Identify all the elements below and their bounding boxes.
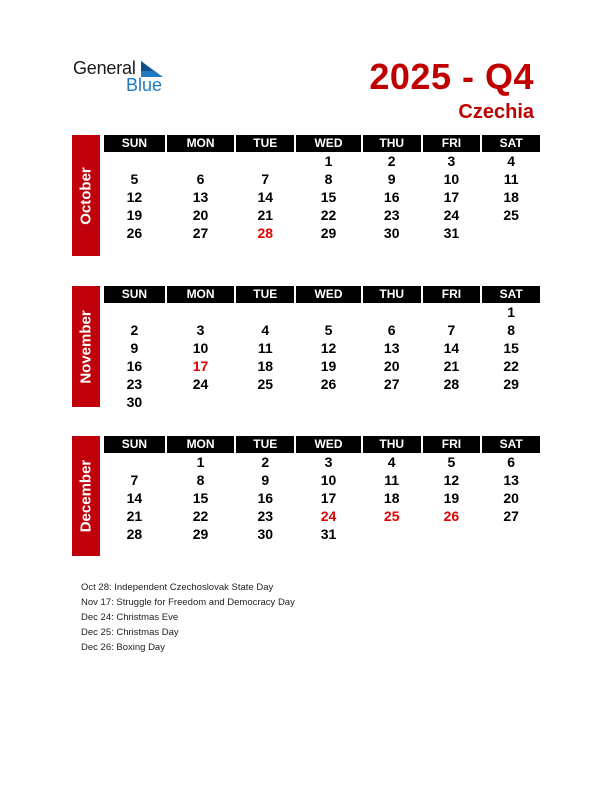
weekday-header: FRI xyxy=(423,286,481,303)
holiday-item: Oct 28: Independent Czechoslovak State Day xyxy=(81,582,274,593)
holiday-item: Nov 17: Struggle for Freedom and Democracy Day xyxy=(81,597,295,608)
date-cell: 21 xyxy=(257,207,274,223)
date-cell: 20 xyxy=(503,490,519,506)
empty-date-cell xyxy=(236,303,294,321)
week-row xyxy=(104,453,540,471)
date-cell: 9 xyxy=(261,472,270,488)
weekday-header: SAT xyxy=(482,436,540,453)
date-cell: 3 xyxy=(447,153,456,169)
date-cell: 23 xyxy=(257,508,274,524)
weekday-header: WED xyxy=(296,135,361,152)
weekday-header: SUN xyxy=(104,135,165,152)
date-cell: 11 xyxy=(384,472,400,488)
date-cell: 29 xyxy=(503,376,519,392)
date-cell: 22 xyxy=(320,207,337,223)
empty-date-cell xyxy=(482,525,540,543)
weekday-header: TUE xyxy=(236,135,294,152)
week-row xyxy=(104,339,540,357)
date-cell: 1 xyxy=(196,454,205,470)
date-cell: 13 xyxy=(383,340,400,356)
week-row xyxy=(104,206,540,224)
holiday-date: 24 xyxy=(320,508,337,524)
date-cell: 19 xyxy=(443,490,460,506)
logo-text-blue: Blue xyxy=(126,75,163,95)
date-cell: 13 xyxy=(192,189,209,205)
empty-date-cell xyxy=(296,303,361,321)
date-cell: 23 xyxy=(126,376,143,392)
date-cell: 6 xyxy=(196,171,205,187)
date-cell: 16 xyxy=(383,189,400,205)
empty-date-cell xyxy=(236,393,294,411)
week-row xyxy=(104,321,540,339)
weekday-header: SAT xyxy=(482,286,540,303)
empty-date-cell xyxy=(482,393,540,411)
page-title: 2025 - Q4 xyxy=(369,56,534,97)
weekday-header: TUE xyxy=(236,436,294,453)
empty-date-cell xyxy=(423,303,481,321)
date-cell: 14 xyxy=(443,340,460,356)
holiday-date: 28 xyxy=(257,225,274,241)
weekday-header-row xyxy=(104,286,540,303)
date-cell: 6 xyxy=(507,454,516,470)
empty-date-cell xyxy=(104,152,165,170)
weekday-header: THU xyxy=(363,135,421,152)
date-cell: 22 xyxy=(192,508,209,524)
date-cell: 18 xyxy=(383,490,400,506)
month-label-bar xyxy=(72,286,100,407)
weekday-header: TUE xyxy=(236,286,294,303)
empty-date-cell xyxy=(363,525,421,543)
date-cell: 12 xyxy=(443,472,460,488)
date-cell: 5 xyxy=(447,454,456,470)
date-cell: 4 xyxy=(261,322,270,338)
month-label: November xyxy=(77,309,95,384)
date-cell: 24 xyxy=(443,207,460,223)
month-label-bar xyxy=(72,436,100,556)
date-cell: 25 xyxy=(257,376,274,392)
date-cell: 5 xyxy=(130,171,139,187)
weekday-header: THU xyxy=(363,436,421,453)
week-row xyxy=(104,393,540,411)
date-cell: 18 xyxy=(257,358,274,374)
month-label: October xyxy=(77,166,95,225)
date-cell: 3 xyxy=(196,322,205,338)
date-cell: 16 xyxy=(126,358,143,374)
month-october xyxy=(72,135,540,256)
country-name: Czechia xyxy=(458,101,534,123)
date-cell: 21 xyxy=(443,358,460,374)
week-row xyxy=(104,224,540,242)
date-cell: 11 xyxy=(503,171,519,187)
date-cell: 10 xyxy=(192,340,209,356)
date-cell: 26 xyxy=(320,376,337,392)
weekday-header: MON xyxy=(167,286,235,303)
date-cell: 27 xyxy=(383,376,400,392)
week-row xyxy=(104,525,540,543)
date-cell: 25 xyxy=(503,207,519,223)
date-cell: 31 xyxy=(320,526,337,542)
date-cell: 8 xyxy=(324,171,333,187)
date-cell: 15 xyxy=(503,340,519,356)
date-cell: 22 xyxy=(503,358,519,374)
date-cell: 19 xyxy=(126,207,143,223)
date-cell: 30 xyxy=(257,526,274,542)
weekday-header: SUN xyxy=(104,436,165,453)
holiday-item: Dec 25: Christmas Day xyxy=(81,627,179,638)
empty-date-cell xyxy=(167,152,235,170)
date-cell: 4 xyxy=(387,454,396,470)
holiday-list xyxy=(81,581,295,656)
week-row xyxy=(104,188,540,206)
weekday-header: WED xyxy=(296,436,361,453)
date-cell: 31 xyxy=(443,225,460,241)
empty-date-cell xyxy=(363,393,421,411)
month-label: December xyxy=(77,459,95,533)
date-cell: 5 xyxy=(324,322,333,338)
month-grid xyxy=(104,436,540,543)
date-cell: 17 xyxy=(443,189,460,205)
date-cell: 24 xyxy=(192,376,209,392)
empty-date-cell xyxy=(296,393,361,411)
date-cell: 7 xyxy=(447,322,456,338)
weekday-header: THU xyxy=(363,286,421,303)
date-cell: 18 xyxy=(503,189,519,205)
holiday-item: Dec 26: Boxing Day xyxy=(81,642,165,653)
month-grid xyxy=(104,286,540,411)
date-cell: 28 xyxy=(126,526,143,542)
date-cell: 29 xyxy=(192,526,209,542)
holiday-date: 17 xyxy=(192,358,209,374)
date-cell: 14 xyxy=(126,490,143,506)
weekday-header: SUN xyxy=(104,286,165,303)
date-cell: 16 xyxy=(257,490,274,506)
date-cell: 20 xyxy=(192,207,209,223)
empty-date-cell xyxy=(104,453,165,471)
date-cell: 7 xyxy=(261,171,270,187)
date-cell: 2 xyxy=(261,454,270,470)
date-cell: 3 xyxy=(324,454,333,470)
empty-date-cell xyxy=(363,303,421,321)
date-cell: 2 xyxy=(387,153,396,169)
date-cell: 27 xyxy=(192,225,209,241)
date-cell: 30 xyxy=(126,394,143,410)
weekday-header: MON xyxy=(167,135,235,152)
date-cell: 1 xyxy=(507,304,516,320)
date-cell: 7 xyxy=(130,472,139,488)
date-cell: 19 xyxy=(320,358,337,374)
empty-date-cell xyxy=(167,393,235,411)
date-cell: 28 xyxy=(443,376,460,392)
date-cell: 14 xyxy=(257,189,274,205)
holiday-date: 26 xyxy=(443,508,460,524)
empty-date-cell xyxy=(167,303,235,321)
date-cell: 8 xyxy=(196,472,205,488)
date-cell: 20 xyxy=(383,358,400,374)
date-cell: 4 xyxy=(507,153,516,169)
date-cell: 9 xyxy=(130,340,139,356)
week-row xyxy=(104,170,540,188)
month-label-bar xyxy=(72,135,100,256)
empty-date-cell xyxy=(236,152,294,170)
week-row xyxy=(104,375,540,393)
logo-text-general: General xyxy=(73,58,136,78)
weekday-header: FRI xyxy=(423,135,481,152)
date-cell: 15 xyxy=(192,490,209,506)
empty-date-cell xyxy=(482,224,540,242)
empty-date-cell xyxy=(423,393,481,411)
empty-date-cell xyxy=(104,303,165,321)
date-cell: 1 xyxy=(324,153,333,169)
week-row xyxy=(104,471,540,489)
date-cell: 30 xyxy=(383,225,400,241)
week-row xyxy=(104,303,540,321)
date-cell: 27 xyxy=(503,508,519,524)
empty-date-cell xyxy=(423,525,481,543)
weekday-header: WED xyxy=(296,286,361,303)
date-cell: 21 xyxy=(126,508,143,524)
date-cell: 17 xyxy=(320,490,337,506)
date-cell: 29 xyxy=(320,225,337,241)
date-cell: 10 xyxy=(320,472,337,488)
month-december xyxy=(72,436,540,556)
date-cell: 2 xyxy=(130,322,139,338)
month-grid xyxy=(104,135,540,242)
date-cell: 9 xyxy=(387,171,396,187)
holiday-item: Dec 24: Christmas Eve xyxy=(81,612,179,623)
weekday-header: MON xyxy=(167,436,235,453)
date-cell: 11 xyxy=(257,340,273,356)
holiday-date: 25 xyxy=(383,508,400,524)
date-cell: 13 xyxy=(503,472,519,488)
weekday-header-row xyxy=(104,135,540,152)
date-cell: 8 xyxy=(507,322,516,338)
weekday-header: SAT xyxy=(482,135,540,152)
date-cell: 15 xyxy=(320,189,337,205)
date-cell: 12 xyxy=(320,340,337,356)
week-row xyxy=(104,152,540,170)
month-november xyxy=(72,286,540,410)
week-row xyxy=(104,489,540,507)
week-row xyxy=(104,507,540,525)
date-cell: 12 xyxy=(126,189,143,205)
date-cell: 26 xyxy=(126,225,143,241)
date-cell: 23 xyxy=(383,207,400,223)
date-cell: 6 xyxy=(387,322,396,338)
week-row xyxy=(104,357,540,375)
weekday-header-row xyxy=(104,436,540,453)
weekday-header: FRI xyxy=(423,436,481,453)
date-cell: 10 xyxy=(443,171,460,187)
